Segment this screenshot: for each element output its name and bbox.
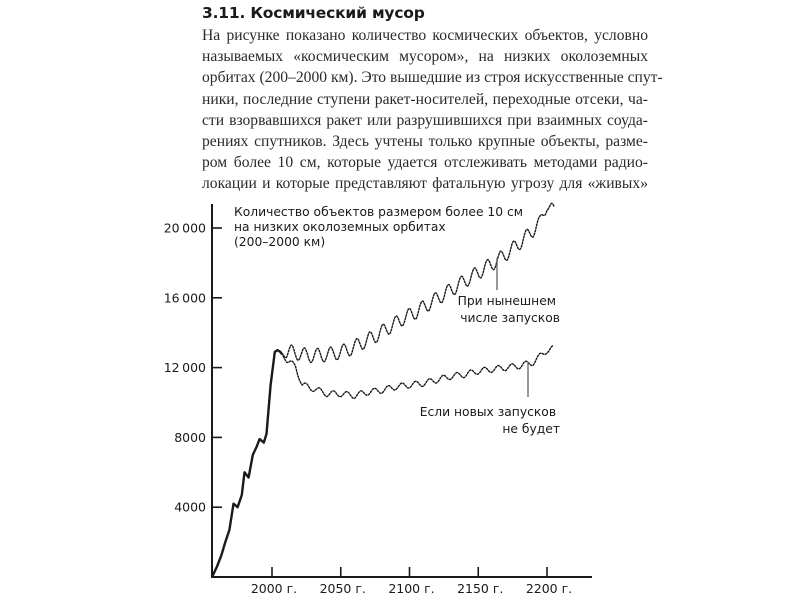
paragraph-line: орбитах (200–2000 км). Это вышедшие из строя искусственные спут- [202,69,663,87]
paragraph-line: локации и которые представляют фатальную угрозу для «живых» [202,175,648,193]
y-ticks [164,221,222,515]
x-tick-label: 2000 г. [250,581,298,596]
y-tick-label: 16 000 [163,290,206,306]
paragraph-line: ром более 10 см, которые удается отслеживать методами радио- [202,154,648,172]
section-heading: 3.11. Космический мусор [202,4,425,22]
chart-title-line: Количество объектов размером более 10 см [234,205,524,219]
paragraph-line: рениях спутников. Здесь учтены только крупные объекты, разме- [202,133,648,151]
x-tick-label: 2150 г. [457,581,504,596]
x-ticks [251,567,572,596]
series-no-launches-line [282,346,554,399]
annotation-current-launches: При нынешнем числе запусков [457,294,560,325]
paragraph-line: сти взорвавшихся ракет или разрушившихся при взаимных соуда- [202,111,648,129]
chart-title-line: (200–2000 км) [234,235,326,249]
chart-title [234,205,527,249]
paragraph-line: ники, последние ступени ракет-носителей, переходные отсеки, ча- [202,90,648,108]
x-tick-label: 2200 г. [525,581,573,596]
y-tick-label: 8000 [174,429,206,445]
x-tick-label: 2100 г. [388,581,435,596]
series-historical-line [213,350,282,575]
paragraph-line: На рисунке показано количество космических объектов, условно [202,27,648,44]
y-tick-label: 12 000 [163,360,206,376]
paragraph-line: называемых «космическим мусором», на низких околоземных [202,48,648,66]
x-tick-label: 2050 г. [319,581,366,596]
chart-title-line: на низких околоземных орбитах [234,220,446,234]
annotation-no-launches: Если новых запусков не будет [419,405,560,436]
y-tick-label: 4000 [174,499,206,515]
series-group [213,203,554,575]
y-tick-label: 20 000 [163,220,206,236]
